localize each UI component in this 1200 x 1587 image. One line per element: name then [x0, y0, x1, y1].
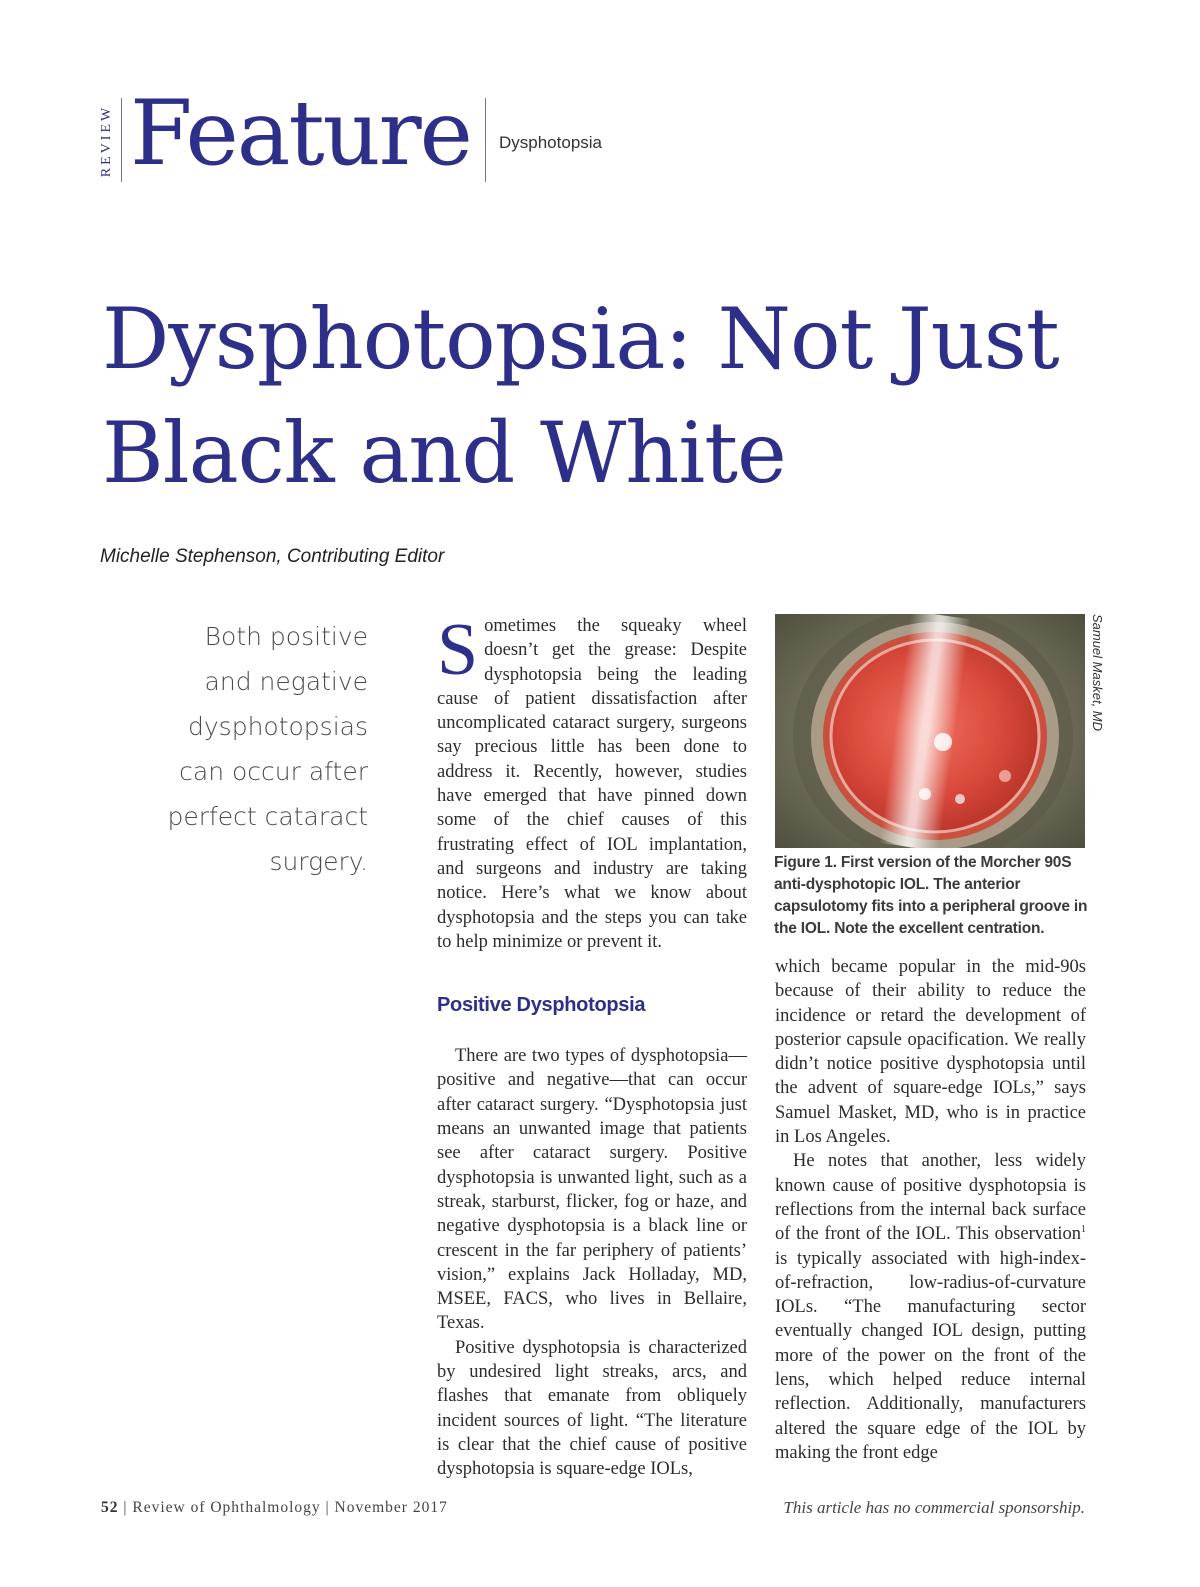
body-column-left	[437, 609, 747, 1482]
publication-name: Review of Ophthalmology	[132, 1499, 321, 1516]
article-title-line-1: Dysphotopsia: Not Just	[102, 290, 1059, 388]
body-paragraph	[775, 1149, 1086, 1465]
magazine-tag	[96, 100, 118, 182]
intro-text: ometimes the squeaky wheel doesn’t get the grease: Despite dysphotopsia being the leading cause of patient dissatisfaction after uncomplicated cataract surgery, surgeons say precious little has been done to address it. Recently, however, studies have emerged that have pinned down some of the chief causes of this frustrating effect of IOL implantation, and surgeons and industry are taking notice. Here’s what we know about dysphotopsia and the steps you can take to help minimize or prevent it.	[437, 616, 747, 952]
article-title	[102, 282, 1162, 510]
article-title-line-2: Black and White	[102, 404, 786, 502]
photo-credit-text: Samuel Masket, MD	[1090, 613, 1106, 731]
footer-divider: |	[325, 1499, 330, 1516]
body-text: He notes that another, less widely known cause of positive dysphotopsia is reflections from the internal back surface of the front of the IOL. This observation	[775, 1151, 1086, 1245]
page-footer	[101, 1499, 448, 1517]
magazine-tag-text: REVIEW	[99, 104, 114, 178]
topic-label: Dysphotopsia	[499, 133, 603, 152]
subhead: Positive Dysphotopsia	[437, 994, 646, 1017]
photo-credit	[1087, 614, 1109, 730]
header-divider	[485, 98, 486, 182]
page-number: 52	[101, 1499, 119, 1516]
body-text: is typically associated with high-index-of-refraction, low-radius-of-curvature IOLs. “The manufacturing sector eventually changed IOL design, putting more of the power on the front of the lens, which helped reduce internal reflection. Additionally, manufacturers altered the square edge of the IOL by making the front edge	[775, 1248, 1086, 1463]
figure-caption: Figure 1. First version of the Morcher 90S anti-dysphotopic IOL. The anterior capsulotomy fits into a peripheral groove in the IOL. Note the excellent centration.	[774, 854, 1088, 937]
body-paragraph: Positive dysphotopsia is characterized by undesired light streaks, arcs, and flashes that emanate from obliquely incident sources of light. “The literature is clear that the chief cause of positive dysphotopsia is square-edge IOLs,	[437, 1337, 747, 1480]
header-divider	[121, 98, 122, 182]
section-title: Feature	[130, 81, 471, 186]
drop-cap: S	[437, 609, 479, 691]
sponsorship-note: This article has no commercial sponsorship.	[783, 1498, 1085, 1517]
byline: Michelle Stephenson, Contributing Editor	[100, 546, 445, 567]
figure-photo	[775, 614, 1085, 848]
body-paragraph: which became popular in the mid-90s because of their ability to reduce the incidence or retard the development of posterior capsule opacification. We really didn’t notice positive dysphotopsia until the advent of square-edge IOLs,” says Samuel Masket, MD, who is in practice in Los Angeles.	[775, 957, 1086, 1148]
reference-number: 1	[1081, 1224, 1086, 1236]
issue-date: November 2017	[334, 1499, 448, 1516]
body-paragraph: There are two types of dysphotopsia—positive and negative—that can occur after cataract surgery. “Dysphotopsia just means an unwanted image that patients see after cataract surgery. Positive dysphotopsia is unwanted light, such as a streak, starburst, flicker, fog or haze, and negative dysphotopsia is a black line or crescent in the far periphery of patients’ vision,” explains Jack Holladay, MD, MSEE, FACS, who lives in Bellaire, Texas.	[437, 1046, 747, 1334]
pull-quote: Both positive and negative dysphotopsias can occur after perfect cataract surgery.	[167, 622, 368, 876]
footer-divider: |	[123, 1499, 128, 1516]
iol-photo-image	[775, 614, 1085, 848]
intro-paragraph	[437, 609, 747, 954]
body-column-right	[775, 955, 1086, 1465]
